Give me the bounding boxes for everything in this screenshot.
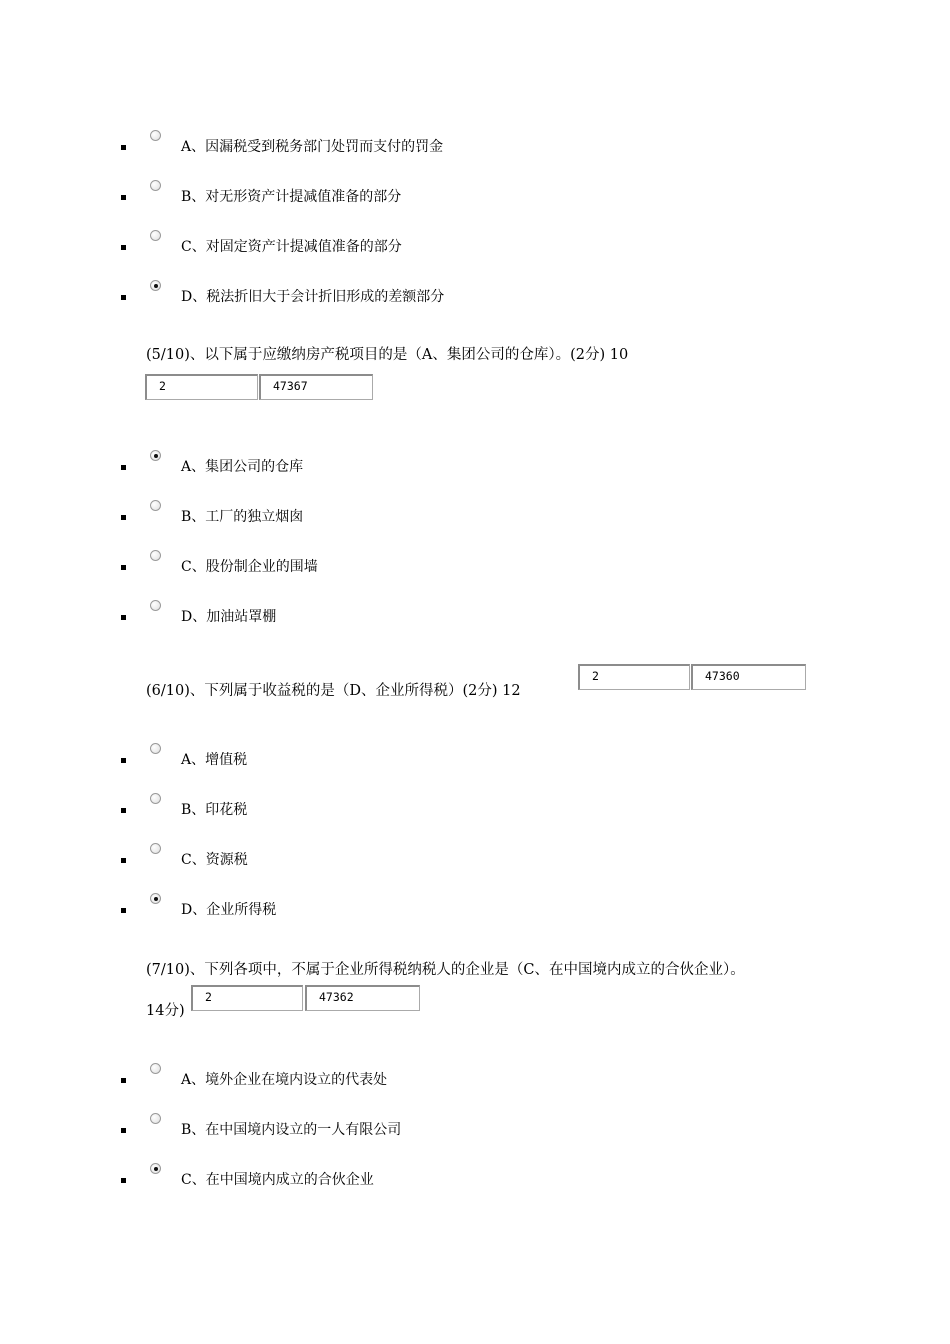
list-bullet [121, 245, 126, 250]
radio-button[interactable] [150, 1113, 161, 1124]
question-7-text-cont: 14分) [146, 1003, 185, 1019]
q5-option-c[interactable] [0, 550, 700, 580]
list-bullet [121, 615, 126, 620]
radio-button[interactable] [150, 230, 161, 241]
q6-id-field[interactable]: 47360 [691, 664, 806, 690]
option-label: C、在中国境内成立的合伙企业 [181, 1172, 374, 1188]
option-label: D、企业所得税 [181, 902, 277, 918]
q7-score-field[interactable]: 2 [191, 985, 303, 1011]
question-6-text: (6/10)、下列属于收益税的是（D、企业所得税）(2分) 12 [146, 683, 521, 699]
radio-button[interactable] [150, 550, 161, 561]
radio-button[interactable] [150, 280, 161, 291]
option-label: A、因漏税受到税务部门处罚而支付的罚金 [181, 139, 444, 155]
q4-option-d[interactable] [0, 280, 700, 310]
radio-button[interactable] [150, 500, 161, 511]
q4-option-b[interactable] [0, 180, 700, 210]
q7-option-b[interactable] [0, 1113, 700, 1143]
list-bullet [121, 465, 126, 470]
radio-button[interactable] [150, 130, 161, 141]
question-5-text: (5/10)、以下属于应缴纳房产税项目的是（A、集团公司的仓库）。(2分) 10 [146, 347, 629, 363]
list-bullet [121, 758, 126, 763]
q5-id-field[interactable]: 47367 [259, 374, 373, 400]
list-bullet [121, 195, 126, 200]
q7-option-a[interactable] [0, 1063, 700, 1093]
list-bullet [121, 145, 126, 150]
q5-score-field[interactable]: 2 [145, 374, 258, 400]
option-label: D、加油站罩棚 [181, 609, 277, 625]
option-label: B、工厂的独立烟囱 [181, 509, 304, 525]
option-label: A、境外企业在境内设立的代表处 [181, 1072, 388, 1088]
list-bullet [121, 565, 126, 570]
radio-button[interactable] [150, 893, 161, 904]
radio-button[interactable] [150, 450, 161, 461]
q6-option-b[interactable] [0, 793, 700, 823]
list-bullet [121, 515, 126, 520]
q4-option-c[interactable] [0, 230, 700, 260]
q7-id-field[interactable]: 47362 [305, 985, 420, 1011]
list-bullet [121, 808, 126, 813]
option-label: C、股份制企业的围墙 [181, 559, 318, 575]
q5-option-a[interactable] [0, 450, 700, 480]
radio-button[interactable] [150, 793, 161, 804]
option-label: B、对无形资产计提减值准备的部分 [181, 189, 402, 205]
q5-option-b[interactable] [0, 500, 700, 530]
radio-button[interactable] [150, 743, 161, 754]
radio-button[interactable] [150, 1063, 161, 1074]
list-bullet [121, 858, 126, 863]
list-bullet [121, 1178, 126, 1183]
radio-button[interactable] [150, 600, 161, 611]
q4-option-a[interactable] [0, 130, 700, 160]
question-7-text: (7/10)、下列各项中，不属于企业所得税纳税人的企业是（C、在中国境内成立的合伙企业）。 [146, 962, 745, 978]
q7-option-c[interactable] [0, 1163, 700, 1193]
list-bullet [121, 295, 126, 300]
radio-button[interactable] [150, 843, 161, 854]
option-label: A、增值税 [181, 752, 248, 768]
option-label: C、资源税 [181, 852, 248, 868]
radio-button[interactable] [150, 1163, 161, 1174]
option-label: B、印花税 [181, 802, 248, 818]
option-label: C、对固定资产计提减值准备的部分 [181, 239, 402, 255]
list-bullet [121, 1128, 126, 1133]
radio-button[interactable] [150, 180, 161, 191]
option-label: A、集团公司的仓库 [181, 459, 304, 475]
option-label: B、在中国境内设立的一人有限公司 [181, 1122, 402, 1138]
list-bullet [121, 1078, 126, 1083]
list-bullet [121, 908, 126, 913]
q5-option-d[interactable] [0, 600, 700, 630]
q6-option-d[interactable] [0, 893, 700, 923]
q6-option-a[interactable] [0, 743, 700, 773]
q6-score-field[interactable]: 2 [578, 664, 690, 690]
q6-option-c[interactable] [0, 843, 700, 873]
option-label: D、税法折旧大于会计折旧形成的差额部分 [181, 289, 445, 305]
